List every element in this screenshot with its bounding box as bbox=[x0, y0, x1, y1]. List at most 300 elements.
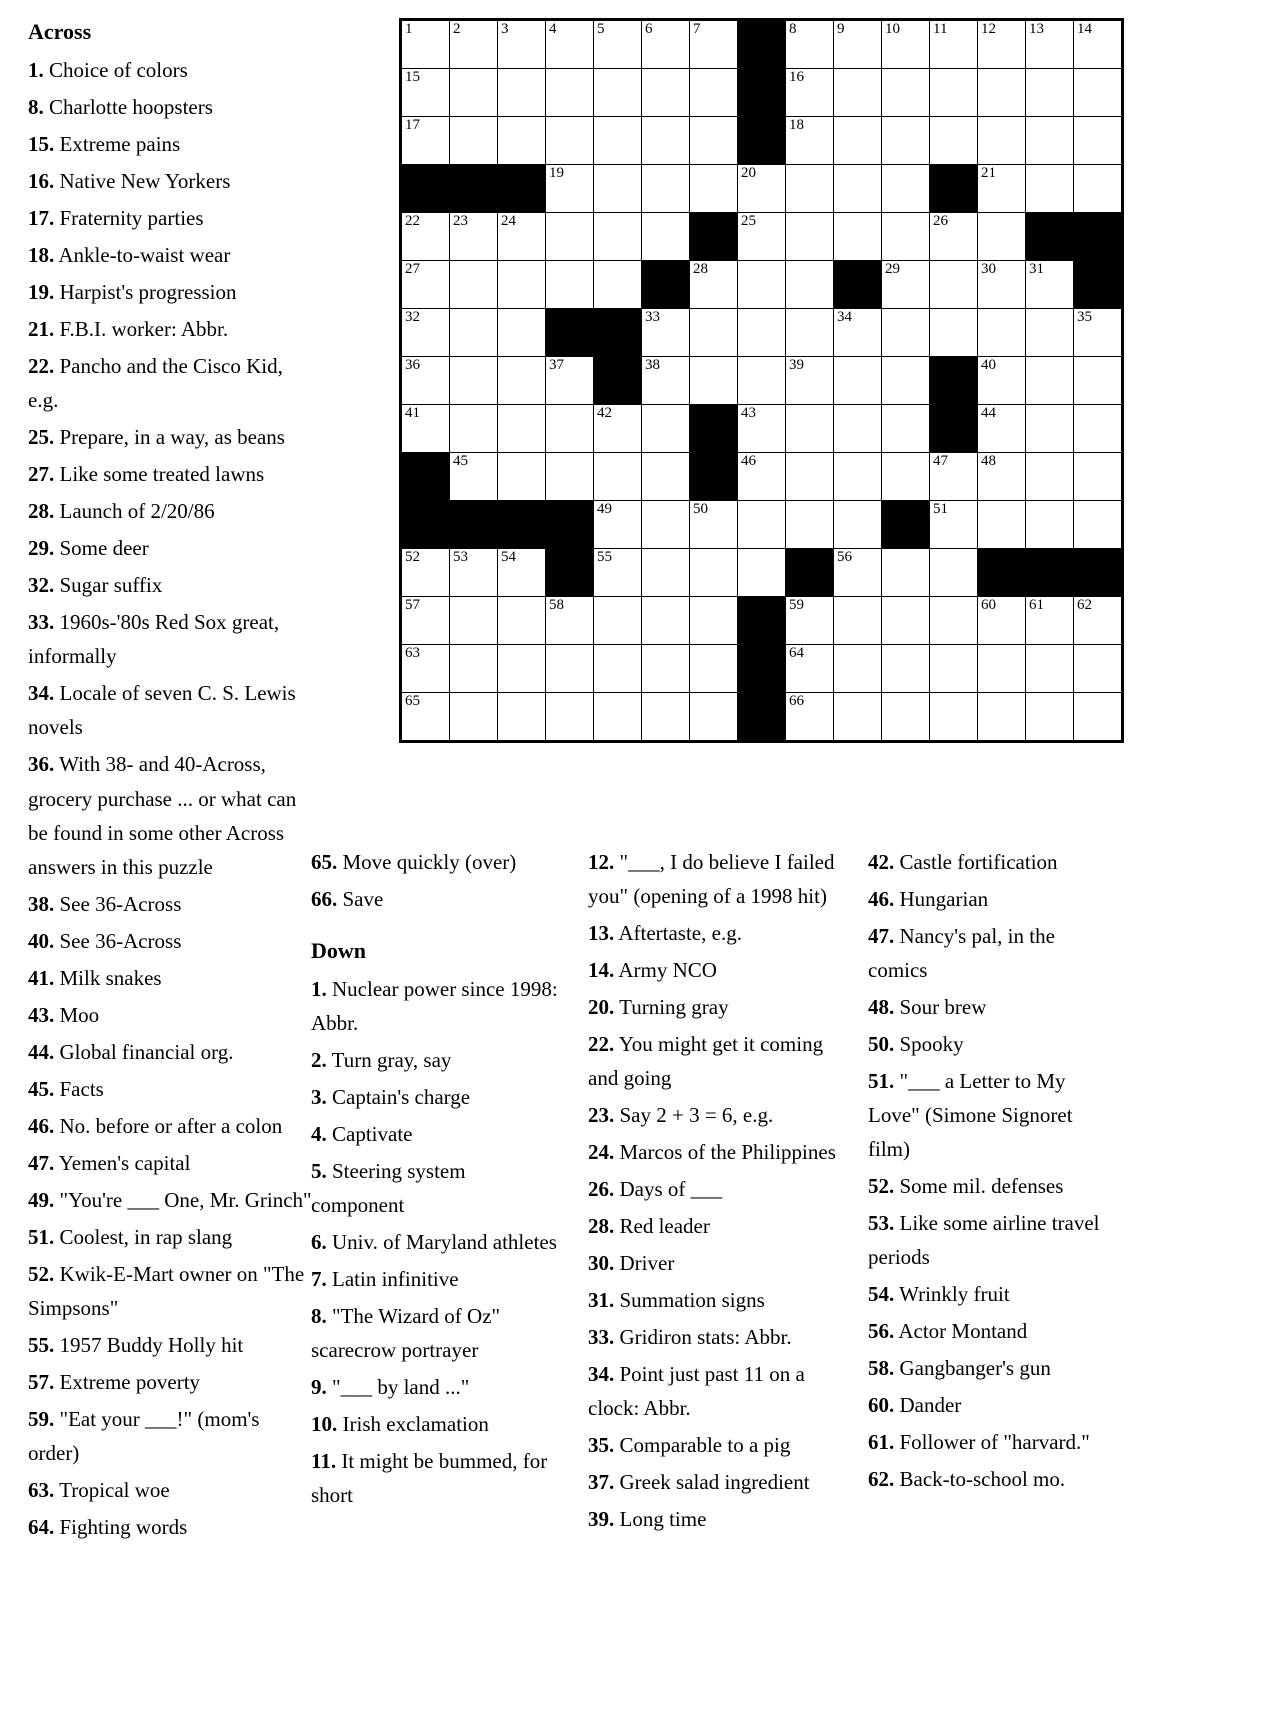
grid-cell[interactable] bbox=[498, 693, 546, 742]
grid-cell[interactable] bbox=[834, 165, 882, 213]
clue-number: 33. bbox=[28, 610, 55, 635]
clue-item bbox=[588, 953, 846, 987]
grid-block-cell bbox=[738, 117, 786, 165]
grid-cell[interactable] bbox=[882, 213, 930, 261]
grid-cell[interactable] bbox=[834, 501, 882, 549]
clue-text: Sour brew bbox=[894, 995, 987, 1020]
grid-cell[interactable] bbox=[642, 20, 690, 69]
grid-cell[interactable] bbox=[594, 645, 642, 693]
grid-cell[interactable] bbox=[786, 357, 834, 405]
clue-number: 8. bbox=[28, 95, 44, 120]
grid-cell-number: 26 bbox=[933, 213, 948, 229]
grid-block-cell bbox=[401, 453, 450, 501]
grid-cell[interactable] bbox=[1026, 597, 1074, 645]
grid-cell[interactable] bbox=[546, 693, 594, 742]
grid-cell-number: 57 bbox=[405, 597, 420, 613]
clue-text: Like some treated lawns bbox=[54, 462, 265, 487]
grid-cell[interactable] bbox=[786, 453, 834, 501]
grid-block-cell bbox=[594, 309, 642, 357]
clue-number: 18. bbox=[28, 243, 55, 268]
grid-row bbox=[401, 405, 1123, 453]
grid-cell[interactable] bbox=[546, 69, 594, 117]
grid-cell[interactable] bbox=[834, 20, 882, 69]
clue-text: Launch of 2/20/86 bbox=[54, 499, 215, 524]
grid-cell[interactable] bbox=[1026, 453, 1074, 501]
grid-cell[interactable] bbox=[1026, 69, 1074, 117]
grid-cell[interactable] bbox=[882, 357, 930, 405]
grid-block-cell bbox=[401, 165, 450, 213]
grid-cell[interactable] bbox=[1074, 357, 1123, 405]
grid-cell[interactable] bbox=[498, 117, 546, 165]
grid-cell[interactable] bbox=[738, 549, 786, 597]
grid-cell[interactable] bbox=[450, 549, 498, 597]
grid-cell[interactable] bbox=[450, 645, 498, 693]
grid-cell[interactable] bbox=[690, 501, 738, 549]
grid-cell[interactable] bbox=[978, 453, 1026, 501]
grid-cell[interactable] bbox=[498, 213, 546, 261]
grid-cell[interactable] bbox=[642, 453, 690, 501]
grid-cell[interactable] bbox=[642, 693, 690, 742]
grid-row bbox=[401, 453, 1123, 501]
grid-block-cell bbox=[930, 405, 978, 453]
grid-cell[interactable] bbox=[450, 261, 498, 309]
clue-item bbox=[311, 845, 563, 879]
grid-cell[interactable] bbox=[738, 309, 786, 357]
grid-cell[interactable] bbox=[882, 69, 930, 117]
clue-item bbox=[28, 201, 316, 235]
grid-cell-number: 6 bbox=[645, 21, 653, 37]
grid-cell[interactable] bbox=[594, 165, 642, 213]
grid-cell[interactable] bbox=[546, 261, 594, 309]
grid-cell[interactable] bbox=[642, 117, 690, 165]
grid-cell[interactable] bbox=[690, 165, 738, 213]
grid-cell[interactable] bbox=[978, 645, 1026, 693]
grid-cell[interactable] bbox=[401, 693, 450, 742]
clue-text: Army NCO bbox=[614, 958, 717, 983]
grid-cell[interactable] bbox=[690, 549, 738, 597]
grid-cell[interactable] bbox=[401, 309, 450, 357]
grid-cell[interactable] bbox=[642, 165, 690, 213]
grid-cell[interactable] bbox=[1026, 165, 1074, 213]
grid-cell[interactable] bbox=[450, 309, 498, 357]
grid-cell[interactable] bbox=[594, 20, 642, 69]
grid-cell-number: 27 bbox=[405, 261, 420, 277]
grid-cell[interactable] bbox=[642, 213, 690, 261]
clue-text: Facts bbox=[54, 1076, 104, 1101]
grid-cell[interactable] bbox=[882, 549, 930, 597]
grid-cell[interactable] bbox=[930, 693, 978, 742]
clue-text: Kwik-E-Mart owner on "The Simpsons" bbox=[28, 1261, 305, 1320]
grid-cell[interactable] bbox=[786, 693, 834, 742]
grid-cell-number: 52 bbox=[405, 549, 420, 565]
clue-text: Driver bbox=[614, 1251, 675, 1276]
grid-cell[interactable] bbox=[834, 213, 882, 261]
clue-number: 51. bbox=[868, 1069, 895, 1094]
grid-cell[interactable] bbox=[642, 309, 690, 357]
grid-cell[interactable] bbox=[834, 309, 882, 357]
grid-cell[interactable] bbox=[546, 357, 594, 405]
grid-cell[interactable] bbox=[498, 69, 546, 117]
grid-cell[interactable] bbox=[1026, 117, 1074, 165]
grid-cell[interactable] bbox=[690, 69, 738, 117]
grid-cell[interactable] bbox=[834, 357, 882, 405]
grid-cell[interactable] bbox=[546, 405, 594, 453]
grid-cell[interactable] bbox=[642, 549, 690, 597]
grid-cell-number: 56 bbox=[837, 549, 852, 565]
grid-cell[interactable] bbox=[786, 261, 834, 309]
grid-cell-number: 62 bbox=[1077, 597, 1092, 613]
grid-block-cell bbox=[882, 501, 930, 549]
grid-cell[interactable] bbox=[834, 453, 882, 501]
grid-cell[interactable] bbox=[1026, 693, 1074, 742]
grid-cell[interactable] bbox=[786, 645, 834, 693]
clue-number: 6. bbox=[311, 1230, 327, 1255]
grid-cell[interactable] bbox=[498, 645, 546, 693]
clue-number: 40. bbox=[28, 928, 55, 953]
clue-text: Extreme poverty bbox=[54, 1369, 201, 1394]
grid-cell[interactable] bbox=[401, 357, 450, 405]
grid-cell[interactable] bbox=[401, 69, 450, 117]
grid-cell-number: 44 bbox=[981, 405, 996, 421]
grid-cell-number: 66 bbox=[789, 693, 804, 709]
grid-cell[interactable] bbox=[1026, 261, 1074, 309]
grid-cell[interactable] bbox=[690, 645, 738, 693]
grid-cell[interactable] bbox=[450, 357, 498, 405]
grid-cell[interactable] bbox=[546, 213, 594, 261]
grid-cell[interactable] bbox=[450, 693, 498, 742]
grid-block-cell bbox=[978, 549, 1026, 597]
grid-cell[interactable] bbox=[786, 405, 834, 453]
clue-number: 62. bbox=[868, 1467, 895, 1492]
grid-cell[interactable] bbox=[1074, 309, 1123, 357]
grid-cell[interactable] bbox=[642, 645, 690, 693]
grid-cell[interactable] bbox=[642, 69, 690, 117]
grid-cell[interactable] bbox=[738, 357, 786, 405]
grid-cell[interactable] bbox=[834, 69, 882, 117]
clue-number: 37. bbox=[588, 1470, 615, 1495]
grid-cell[interactable] bbox=[498, 20, 546, 69]
grid-cell[interactable] bbox=[738, 453, 786, 501]
clue-text: Turning gray bbox=[614, 995, 729, 1020]
clue-item bbox=[868, 1388, 1118, 1422]
grid-cell[interactable] bbox=[450, 117, 498, 165]
grid-cell[interactable] bbox=[690, 117, 738, 165]
grid-cell[interactable] bbox=[594, 453, 642, 501]
clue-text: Summation signs bbox=[614, 1288, 765, 1313]
across-clue-list bbox=[28, 53, 316, 1544]
grid-cell[interactable] bbox=[786, 597, 834, 645]
grid-cell-number: 43 bbox=[741, 405, 756, 421]
grid-cell[interactable] bbox=[690, 309, 738, 357]
grid-cell[interactable] bbox=[498, 405, 546, 453]
grid-cell[interactable] bbox=[401, 20, 450, 69]
grid-cell[interactable] bbox=[642, 501, 690, 549]
grid-cell[interactable] bbox=[1026, 309, 1074, 357]
grid-cell[interactable] bbox=[930, 20, 978, 69]
clue-number: 20. bbox=[588, 995, 615, 1020]
grid-cell[interactable] bbox=[930, 453, 978, 501]
grid-cell[interactable] bbox=[882, 261, 930, 309]
grid-cell[interactable] bbox=[450, 20, 498, 69]
grid-cell-number: 49 bbox=[597, 501, 612, 517]
grid-cell[interactable] bbox=[401, 261, 450, 309]
grid-cell[interactable] bbox=[738, 261, 786, 309]
grid-cell[interactable] bbox=[594, 549, 642, 597]
grid-cell[interactable] bbox=[1074, 20, 1123, 69]
grid-cell[interactable] bbox=[738, 501, 786, 549]
grid-cell[interactable] bbox=[1074, 453, 1123, 501]
grid-cell[interactable] bbox=[978, 261, 1026, 309]
clue-text: Follower of "harvard." bbox=[894, 1430, 1090, 1455]
grid-row bbox=[401, 597, 1123, 645]
clue-number: 11. bbox=[311, 1449, 337, 1474]
grid-cell[interactable] bbox=[1026, 357, 1074, 405]
clue-text: Ankle-to-waist wear bbox=[54, 243, 231, 268]
grid-cell-number: 45 bbox=[453, 453, 468, 469]
grid-cell[interactable] bbox=[498, 261, 546, 309]
grid-cell[interactable] bbox=[1074, 645, 1123, 693]
grid-cell-number: 38 bbox=[645, 357, 660, 373]
grid-cell-number: 18 bbox=[789, 117, 804, 133]
grid-cell[interactable] bbox=[690, 20, 738, 69]
clue-text: With 38- and 40-Across, grocery purchase ... or what can be found in some other Across answers in this puzzle bbox=[28, 752, 297, 879]
grid-cell[interactable] bbox=[978, 501, 1026, 549]
grid-cell[interactable] bbox=[1026, 501, 1074, 549]
grid-cell[interactable] bbox=[930, 69, 978, 117]
grid-cell[interactable] bbox=[1074, 69, 1123, 117]
grid-cell[interactable] bbox=[546, 117, 594, 165]
clue-number: 46. bbox=[28, 1113, 55, 1138]
clue-number: 63. bbox=[28, 1477, 55, 1502]
clue-text: Hungarian bbox=[894, 887, 989, 912]
grid-cell[interactable] bbox=[401, 405, 450, 453]
grid-cell[interactable] bbox=[978, 597, 1026, 645]
grid-cell[interactable] bbox=[401, 117, 450, 165]
grid-cell[interactable] bbox=[834, 597, 882, 645]
grid-cell[interactable] bbox=[882, 597, 930, 645]
grid-cell[interactable] bbox=[401, 597, 450, 645]
grid-cell[interactable] bbox=[930, 309, 978, 357]
grid-cell[interactable] bbox=[882, 405, 930, 453]
clue-item bbox=[868, 882, 1118, 916]
grid-cell[interactable] bbox=[930, 501, 978, 549]
clue-text: Steering system component bbox=[311, 1159, 466, 1218]
grid-cell[interactable] bbox=[546, 597, 594, 645]
grid-block-cell bbox=[546, 549, 594, 597]
grid-cell[interactable] bbox=[594, 405, 642, 453]
grid-cell[interactable] bbox=[642, 405, 690, 453]
grid-cell-number: 5 bbox=[597, 21, 605, 37]
grid-cell[interactable] bbox=[834, 117, 882, 165]
grid-cell[interactable] bbox=[834, 549, 882, 597]
grid-cell[interactable] bbox=[401, 213, 450, 261]
clue-item bbox=[28, 887, 316, 921]
grid-cell[interactable] bbox=[930, 117, 978, 165]
grid-cell[interactable] bbox=[498, 357, 546, 405]
grid-block-cell bbox=[498, 501, 546, 549]
grid-cell[interactable] bbox=[834, 645, 882, 693]
grid-cell[interactable] bbox=[594, 261, 642, 309]
grid-cell[interactable] bbox=[498, 597, 546, 645]
grid-cell[interactable] bbox=[930, 261, 978, 309]
clue-item bbox=[588, 1428, 846, 1462]
grid-cell[interactable] bbox=[450, 405, 498, 453]
grid-cell[interactable] bbox=[594, 117, 642, 165]
grid-cell[interactable] bbox=[1074, 165, 1123, 213]
grid-cell[interactable] bbox=[930, 597, 978, 645]
clue-item bbox=[311, 1080, 563, 1114]
clue-text: See 36-Across bbox=[54, 891, 182, 916]
grid-row bbox=[401, 357, 1123, 405]
clue-item bbox=[868, 1169, 1118, 1203]
grid-cell[interactable] bbox=[834, 405, 882, 453]
grid-cell[interactable] bbox=[786, 213, 834, 261]
grid-cell[interactable] bbox=[594, 501, 642, 549]
down-column-3 bbox=[868, 845, 1118, 1499]
clue-item bbox=[588, 990, 846, 1024]
clue-text: Comparable to a pig bbox=[614, 1433, 791, 1458]
clue-number: 48. bbox=[868, 995, 895, 1020]
grid-cell[interactable] bbox=[834, 693, 882, 742]
grid-cell[interactable] bbox=[786, 20, 834, 69]
grid-cell[interactable] bbox=[882, 453, 930, 501]
grid-cell-number: 40 bbox=[981, 357, 996, 373]
grid-cell[interactable] bbox=[978, 357, 1026, 405]
grid-cell[interactable] bbox=[594, 693, 642, 742]
clue-number: 60. bbox=[868, 1393, 895, 1418]
grid-cell[interactable] bbox=[882, 165, 930, 213]
clue-text: Irish exclamation bbox=[337, 1412, 489, 1437]
clue-item bbox=[588, 1246, 846, 1280]
grid-cell[interactable] bbox=[1026, 645, 1074, 693]
grid-cell-number: 25 bbox=[741, 213, 756, 229]
clue-text: Coolest, in rap slang bbox=[54, 1224, 233, 1249]
clue-number: 58. bbox=[868, 1356, 895, 1381]
clue-text: Turn gray, say bbox=[326, 1048, 452, 1073]
grid-cell[interactable] bbox=[642, 597, 690, 645]
grid-cell[interactable] bbox=[546, 165, 594, 213]
grid-cell[interactable] bbox=[401, 645, 450, 693]
clue-item bbox=[311, 1043, 563, 1077]
grid-cell[interactable] bbox=[786, 69, 834, 117]
grid-cell[interactable] bbox=[546, 453, 594, 501]
grid-cell[interactable] bbox=[1026, 405, 1074, 453]
grid-cell[interactable] bbox=[1074, 405, 1123, 453]
grid-cell[interactable] bbox=[882, 309, 930, 357]
across-clue-list-continued bbox=[311, 845, 563, 916]
clue-number: 34. bbox=[588, 1362, 615, 1387]
grid-cell[interactable] bbox=[450, 69, 498, 117]
clue-number: 23. bbox=[588, 1103, 615, 1128]
grid-cell[interactable] bbox=[401, 549, 450, 597]
grid-cell-number: 12 bbox=[981, 21, 996, 37]
grid-cell[interactable] bbox=[978, 165, 1026, 213]
grid-cell[interactable] bbox=[1074, 117, 1123, 165]
grid-cell[interactable] bbox=[978, 69, 1026, 117]
grid-row bbox=[401, 645, 1123, 693]
grid-cell[interactable] bbox=[882, 645, 930, 693]
grid-cell[interactable] bbox=[498, 453, 546, 501]
clue-number: 30. bbox=[588, 1251, 615, 1276]
grid-cell[interactable] bbox=[594, 69, 642, 117]
clue-item bbox=[28, 53, 316, 87]
clue-number: 41. bbox=[28, 965, 55, 990]
grid-cell[interactable] bbox=[978, 117, 1026, 165]
grid-cell[interactable] bbox=[978, 309, 1026, 357]
clue-number: 65. bbox=[311, 850, 338, 874]
grid-cell[interactable] bbox=[930, 549, 978, 597]
grid-cell[interactable] bbox=[882, 20, 930, 69]
grid-cell[interactable] bbox=[978, 213, 1026, 261]
clue-item bbox=[588, 1357, 846, 1425]
grid-cell[interactable] bbox=[930, 645, 978, 693]
grid-cell[interactable] bbox=[738, 165, 786, 213]
grid-cell[interactable] bbox=[1026, 20, 1074, 69]
grid-cell[interactable] bbox=[690, 693, 738, 742]
grid-cell[interactable] bbox=[786, 501, 834, 549]
clue-text: Captivate bbox=[326, 1122, 413, 1147]
grid-cell[interactable] bbox=[690, 261, 738, 309]
clue-number: 24. bbox=[588, 1140, 615, 1165]
grid-cell[interactable] bbox=[690, 357, 738, 405]
grid-cell[interactable] bbox=[882, 693, 930, 742]
grid-cell[interactable] bbox=[690, 597, 738, 645]
clue-item bbox=[868, 1027, 1118, 1061]
grid-cell[interactable] bbox=[1074, 501, 1123, 549]
clue-number: 9. bbox=[311, 1375, 327, 1400]
grid-cell[interactable] bbox=[738, 405, 786, 453]
clue-number: 42. bbox=[868, 850, 895, 874]
grid-cell[interactable] bbox=[546, 20, 594, 69]
grid-cell[interactable] bbox=[450, 453, 498, 501]
clue-text: "___ by land ..." bbox=[326, 1375, 470, 1400]
grid-cell[interactable] bbox=[450, 213, 498, 261]
grid-cell[interactable] bbox=[978, 405, 1026, 453]
grid-cell[interactable] bbox=[498, 549, 546, 597]
grid-cell[interactable] bbox=[450, 597, 498, 645]
grid-cell[interactable] bbox=[546, 645, 594, 693]
grid-cell[interactable] bbox=[786, 309, 834, 357]
grid-cell[interactable] bbox=[978, 20, 1026, 69]
clue-text: Tropical woe bbox=[54, 1477, 170, 1502]
grid-cell[interactable] bbox=[1074, 693, 1123, 742]
crossword-grid[interactable] bbox=[399, 18, 1124, 743]
clue-item bbox=[311, 1444, 563, 1512]
grid-cell[interactable] bbox=[1074, 597, 1123, 645]
clue-text: Nancy's pal, in the comics bbox=[868, 924, 1055, 983]
grid-cell[interactable] bbox=[498, 309, 546, 357]
clue-text: See 36-Across bbox=[54, 928, 182, 953]
clue-item bbox=[868, 1064, 1118, 1166]
grid-cell-number: 19 bbox=[549, 165, 564, 181]
clue-item bbox=[868, 919, 1118, 987]
grid-cell[interactable] bbox=[594, 597, 642, 645]
grid-cell[interactable] bbox=[786, 117, 834, 165]
clue-number: 2. bbox=[311, 1048, 327, 1073]
grid-block-cell bbox=[642, 261, 690, 309]
grid-cell[interactable] bbox=[882, 117, 930, 165]
grid-cell[interactable] bbox=[930, 213, 978, 261]
grid-cell[interactable] bbox=[978, 693, 1026, 742]
grid-cell[interactable] bbox=[738, 213, 786, 261]
grid-cell[interactable] bbox=[594, 213, 642, 261]
grid-cell[interactable] bbox=[786, 165, 834, 213]
clue-number: 29. bbox=[28, 536, 55, 561]
clue-text: Charlotte hoopsters bbox=[43, 95, 213, 120]
clue-number: 1. bbox=[28, 58, 44, 83]
clue-item bbox=[588, 1027, 846, 1095]
grid-cell[interactable] bbox=[642, 357, 690, 405]
